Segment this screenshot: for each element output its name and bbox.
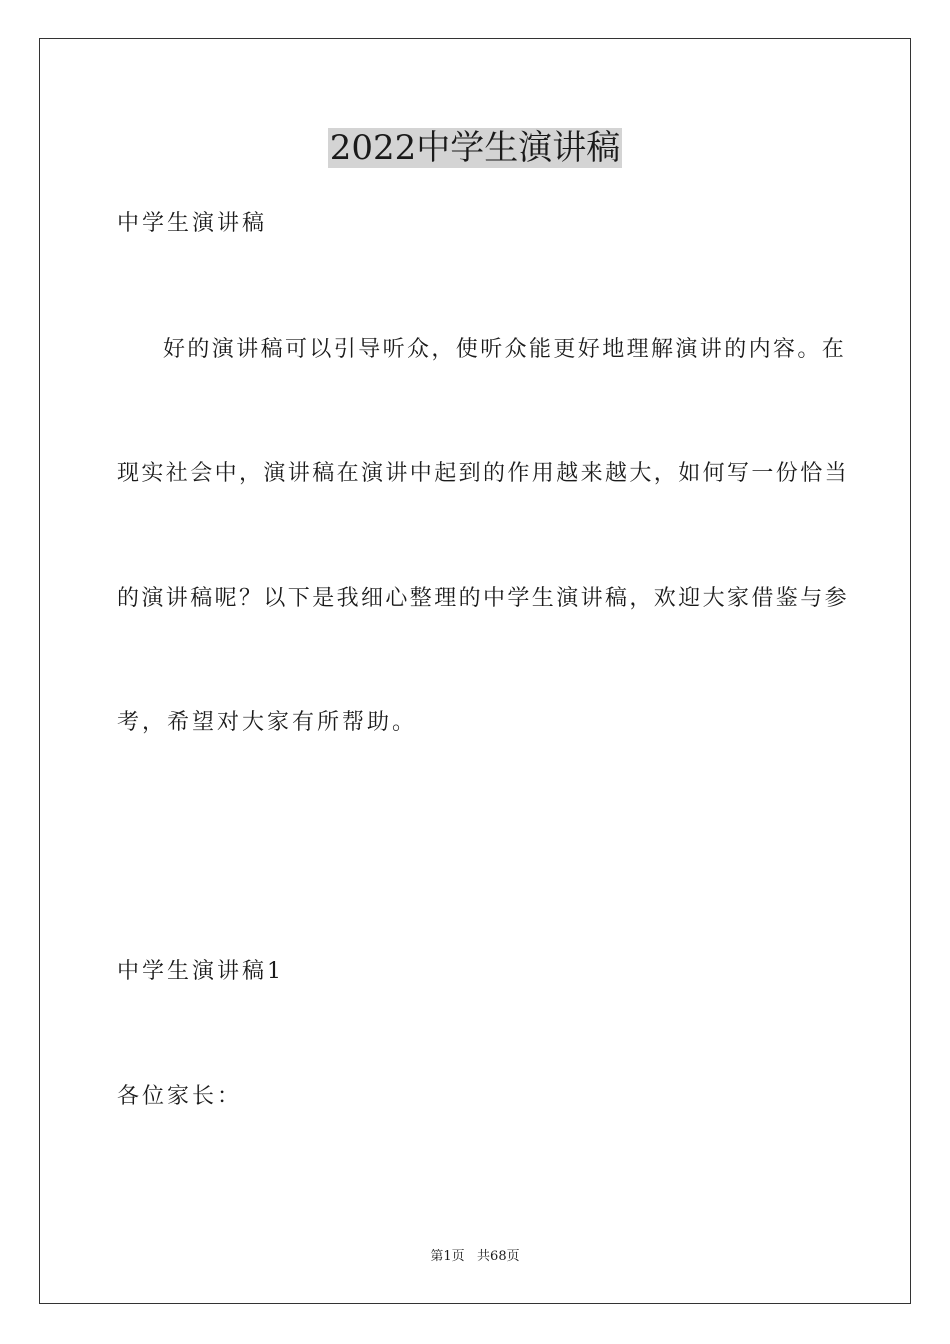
page-footer: 第1页 共68页: [430, 1249, 520, 1264]
section-heading: 中学生演讲稿1: [117, 959, 284, 984]
document-subtitle: 中学生演讲稿: [117, 211, 268, 236]
document-title: [0, 128, 950, 168]
greeting-line: 各位家长：: [117, 1084, 243, 1109]
intro-paragraph-line-1: 好的演讲稿可以引导听众，使听众能更好地理解演讲的内容。在: [163, 337, 847, 362]
intro-paragraph-line-4: 考，希望对大家有所帮助。: [117, 710, 418, 735]
document-title-text: 2022中学生演讲稿: [329, 128, 621, 168]
intro-paragraph-line-3: 的演讲稿呢？以下是我细心整理的中学生演讲稿，欢迎大家借鉴与参: [117, 586, 850, 611]
intro-paragraph-line-2: 现实社会中，演讲稿在演讲中起到的作用越来越大，如何写一份恰当: [117, 461, 850, 486]
